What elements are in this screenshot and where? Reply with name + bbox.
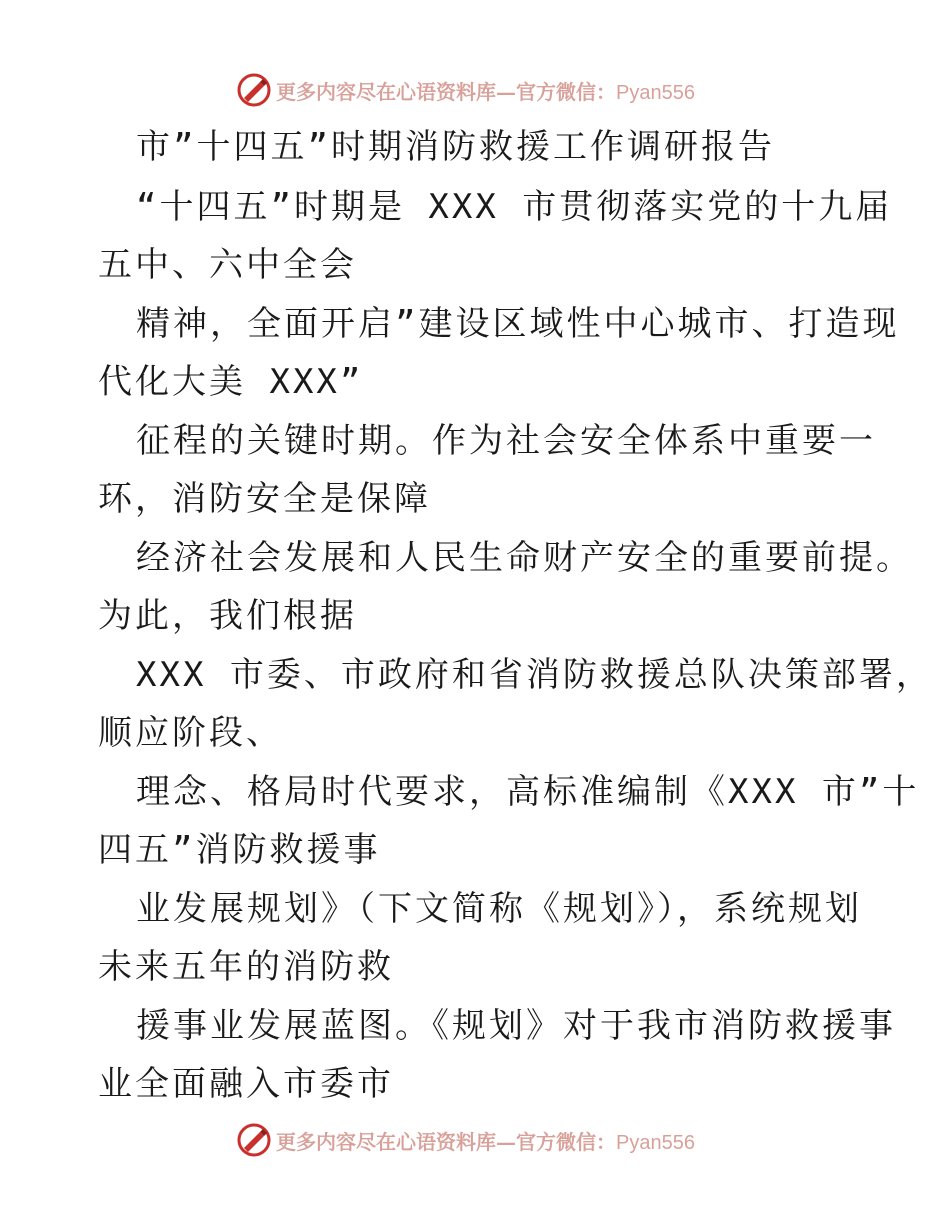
paragraph-line: 五中、六中全会 — [98, 245, 357, 285]
document-title: 市”十四五”时期消防救援工作调研报告 — [136, 127, 775, 167]
paragraph-line: 未来五年的消防救 — [98, 947, 394, 987]
paragraph-line: 精神，全面开启”建设区域性中心城市、打造现 — [136, 304, 900, 344]
paragraph-line: 环，消防安全是保障 — [98, 479, 431, 519]
paragraph-line: XXX 市委、市政府和省消防救援总队决策部署， — [136, 655, 933, 695]
paragraph-line: 业全面融入市委市 — [98, 1064, 394, 1104]
paragraph-line: 理念、格局时代要求，高标准编制《XXX 市”十 — [136, 772, 920, 812]
paragraph-line: “十四五”时期是 XXX 市贯彻落实党的十九届 — [136, 187, 893, 227]
paragraph-line: 为此，我们根据 — [98, 596, 357, 636]
pen-logo-icon — [236, 1122, 272, 1158]
paragraph-line: 经济社会发展和人民生命财产安全的重要前提。 — [136, 538, 913, 578]
paragraph-line: 四五”消防救援事 — [98, 830, 381, 870]
pen-logo-icon — [236, 72, 272, 108]
watermark-footer — [236, 1122, 695, 1158]
watermark-text: 更多内容尽在心语资料库—官方微信：Pyan556 — [276, 79, 695, 104]
paragraph-line: 征程的关键时期。作为社会安全体系中重要一 — [136, 421, 876, 461]
paragraph-line: 业发展规划》（下文简称《规划》），系统规划 — [136, 889, 862, 929]
paragraph-line: 援事业发展蓝图。《规划》对于我市消防救援事 — [136, 1006, 896, 1046]
paragraph-line: 顺应阶段、 — [98, 713, 283, 753]
watermark-text: 更多内容尽在心语资料库—官方微信：Pyan556 — [276, 1129, 695, 1154]
watermark-header — [236, 72, 695, 108]
paragraph-line: 代化大美 XXX” — [98, 362, 364, 402]
